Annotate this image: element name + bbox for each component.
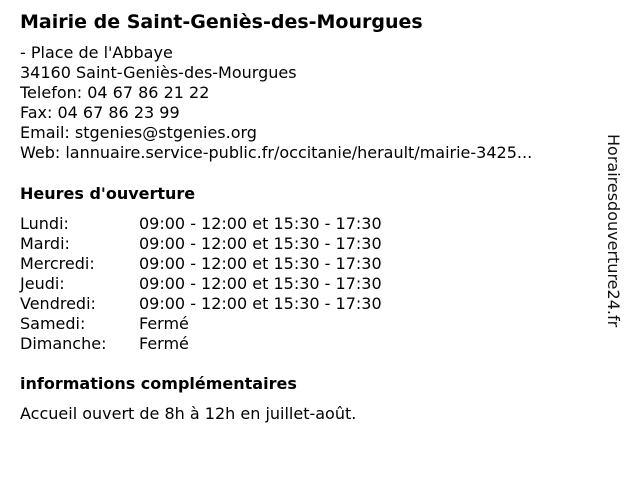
site-watermark: Horairesdouverture24.fr <box>604 134 623 328</box>
hours-day: Samedi: <box>20 314 86 333</box>
page-title: Mairie de Saint-Geniès-des-Mourgues <box>20 11 423 33</box>
phone-number: Telefon: 04 67 86 21 22 <box>20 83 210 102</box>
hours-day: Jeudi: <box>20 274 65 293</box>
city-address: 34160 Saint-Geniès-des-Mourgues <box>20 63 297 82</box>
hours-day: Dimanche: <box>20 334 107 353</box>
hours-day: Mardi: <box>20 234 70 253</box>
hours-time: 09:00 - 12:00 et 15:30 - 17:30 <box>139 254 382 273</box>
hours-time: Fermé <box>139 314 189 333</box>
hours-time: 09:00 - 12:00 et 15:30 - 17:30 <box>139 294 382 313</box>
hours-day: Vendredi: <box>20 294 96 313</box>
hours-time: 09:00 - 12:00 et 15:30 - 17:30 <box>139 274 382 293</box>
hours-row-mardi <box>20 234 382 254</box>
hours-day: Lundi: <box>20 214 69 233</box>
hours-row-dimanche <box>20 334 382 354</box>
hours-time: Fermé <box>139 334 189 353</box>
hours-row-jeudi <box>20 274 382 294</box>
additional-info-text: Accueil ouvert de 8h à 12h en juillet-août. <box>20 404 357 423</box>
hours-day: Mercredi: <box>20 254 95 273</box>
hours-row-samedi <box>20 314 382 334</box>
hours-time: 09:00 - 12:00 et 15:30 - 17:30 <box>139 214 382 233</box>
hours-row-lundi <box>20 214 382 234</box>
hours-time: 09:00 - 12:00 et 15:30 - 17:30 <box>139 234 382 253</box>
street-address: - Place de l'Abbaye <box>20 43 173 62</box>
hours-row-mercredi <box>20 254 382 274</box>
fax-number: Fax: 04 67 86 23 99 <box>20 103 180 122</box>
address-block <box>20 43 532 163</box>
hours-row-vendredi <box>20 294 382 314</box>
additional-info-heading: informations complémentaires <box>20 374 297 393</box>
website: Web: lannuaire.service-public.fr/occitanie/herault/mairie-3425... <box>20 143 533 162</box>
opening-hours-heading: Heures d'ouverture <box>20 184 196 203</box>
opening-hours-table <box>20 214 382 354</box>
email-address: Email: stgenies@stgenies.org <box>20 123 257 142</box>
